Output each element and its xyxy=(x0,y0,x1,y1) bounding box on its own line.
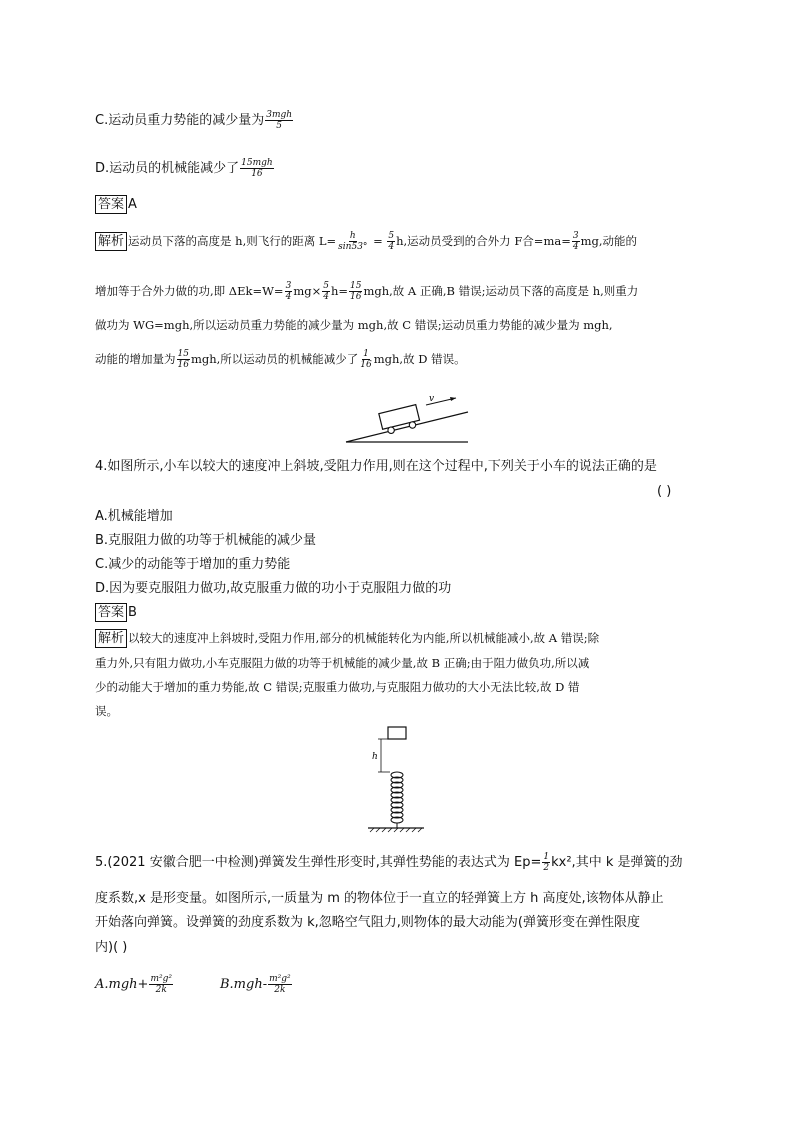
q4-explanation-line-3: 少的动能大于增加的重力势能,故 C 错误;克服重力做功,与克服阻力做功的大小无法比较,故 D 错 xyxy=(95,680,580,694)
fraction: $\frac{5}{4}$ xyxy=(388,231,395,252)
q4-option-c: C.减少的动能等于增加的重力势能 xyxy=(95,557,291,572)
q4-answer xyxy=(95,602,137,624)
fraction: $\frac{h}{\sin 53^\circ}$ xyxy=(338,231,368,252)
q5-option-b: B.mgh- $\frac{\text{m²g²}}{2k}$ xyxy=(220,974,291,995)
q5-stem-line-1: 5.(2021 安徽合肥一中检测)弹簧发生弹性形变时,其弹性势能的表达式为 Ep= $\frac{1}{2}$ kx²,其中 k 是弹簧的劲 xyxy=(95,852,683,873)
explanation-tag: 解析 xyxy=(95,232,127,251)
height-label: h xyxy=(372,752,378,762)
q3-explanation-line-4: 动能的增加量为 $\frac{15}{16}$ mgh,所以运动员的机械能减少了 $\frac{1}{16}$ mgh,故 D 错误。 xyxy=(95,349,466,370)
q3-explanation-line-1: 解析 运动员下落的高度是 h,则飞行的距离 L= $\frac{h}{\sin 53^\circ}$ = $\frac{5}{4}$ h,运动员受到的合外力 F合=ma= $\frac{3}{4}$ mg,动能的 xyxy=(95,230,637,253)
fraction: $\frac{\text{m²g²}}{2k}$ xyxy=(150,974,172,995)
q3-answer xyxy=(95,194,137,216)
fraction: $\frac{3}{4}$ xyxy=(572,231,579,252)
car-on-slope-figure xyxy=(344,388,470,444)
fraction: $\frac{\text{15mgh}}{16}$ xyxy=(241,158,273,179)
q3-option-d: D.运动员的机械能减少了 $\frac{\text{15mgh}}{16}$ xyxy=(95,158,273,179)
q5-stem-line-4: 内)( ) xyxy=(95,940,128,955)
q3-explanation-line-2: 增加等于合外力做的功,即 ΔEk=W= $\frac{3}{4}$ mg× $\frac{5}{4}$ h= $\frac{15}{16}$ mgh,故 A 正确,B 错误;运动员下落的高度是 h,则重力 xyxy=(95,281,639,302)
answer-value: B xyxy=(128,605,137,620)
q4-option-d: D.因为要克服阻力做功,故克服重力做的功小于克服阻力做的功 xyxy=(95,581,452,596)
q3-option-c: C.运动员重力势能的减少量为 $\frac{\text{3mgh}}{5}$ xyxy=(95,110,293,131)
spring-figure xyxy=(360,724,440,834)
q4-explanation-line-4: 误。 xyxy=(95,704,118,718)
spring-coils xyxy=(391,772,403,823)
fraction: $\frac{1}{2}$ xyxy=(543,852,550,873)
fraction: $\frac{3}{4}$ xyxy=(285,281,292,302)
block xyxy=(388,727,406,739)
q4-explanation-line-1: 解析 以较大的速度冲上斜坡时,受阻力作用,部分的机械能转化为内能,所以机械能减小,故 A 错误;除 xyxy=(95,627,599,650)
answer-tag: 答案 xyxy=(95,195,127,214)
q4-stem: 4.如图所示,小车以较大的速度冲上斜坡,受阻力作用,则在这个过程中,下列关于小车的说法正确的是 xyxy=(95,459,657,474)
q4-option-b: B.克服阻力做的功等于机械能的减少量 xyxy=(95,533,317,548)
velocity-label: v xyxy=(429,394,435,404)
fraction: $\frac{\text{m²g²}}{2k}$ xyxy=(269,974,291,995)
fraction: $\frac{15}{16}$ xyxy=(350,281,362,302)
q4-explanation-line-2: 重力外,只有阻力做功,小车克服阻力做的功等于机械能的减少量,故 B 正确;由于阻力做负功,所以减 xyxy=(95,656,590,670)
fraction: $\frac{1}{16}$ xyxy=(360,349,372,370)
answer-value: A xyxy=(128,197,137,212)
explanation-tag: 解析 xyxy=(95,629,127,648)
fraction: $\frac{15}{16}$ xyxy=(177,349,189,370)
fraction: $\frac{\text{3mgh}}{5}$ xyxy=(266,110,293,131)
fraction: $\frac{5}{4}$ xyxy=(323,281,329,302)
q5-option-a: A.mgh+ $\frac{\text{m²g²}}{2k}$ xyxy=(95,974,172,995)
arrow-head xyxy=(450,397,456,401)
q5-stem-line-3: 开始落向弹簧。设弹簧的劲度系数为 k,忽略空气阻力,则物体的最大动能为(弹簧形变在弹性限度 xyxy=(95,915,640,930)
q3-explanation-line-3: 做功为 WG=mgh,所以运动员重力势能的减少量为 mgh,故 C 错误;运动员重力势能的减少量为 mgh, xyxy=(95,318,613,332)
q5-stem-line-2: 度系数,x 是形变量。如图所示,一质量为 m 的物体位于一直立的轻弹簧上方 h 高度处,该物体从静止 xyxy=(95,891,664,906)
q4-answer-paren: ( ) xyxy=(657,484,672,499)
q4-option-a: A.机械能增加 xyxy=(95,509,173,524)
car xyxy=(379,405,421,436)
answer-tag: 答案 xyxy=(95,603,127,622)
